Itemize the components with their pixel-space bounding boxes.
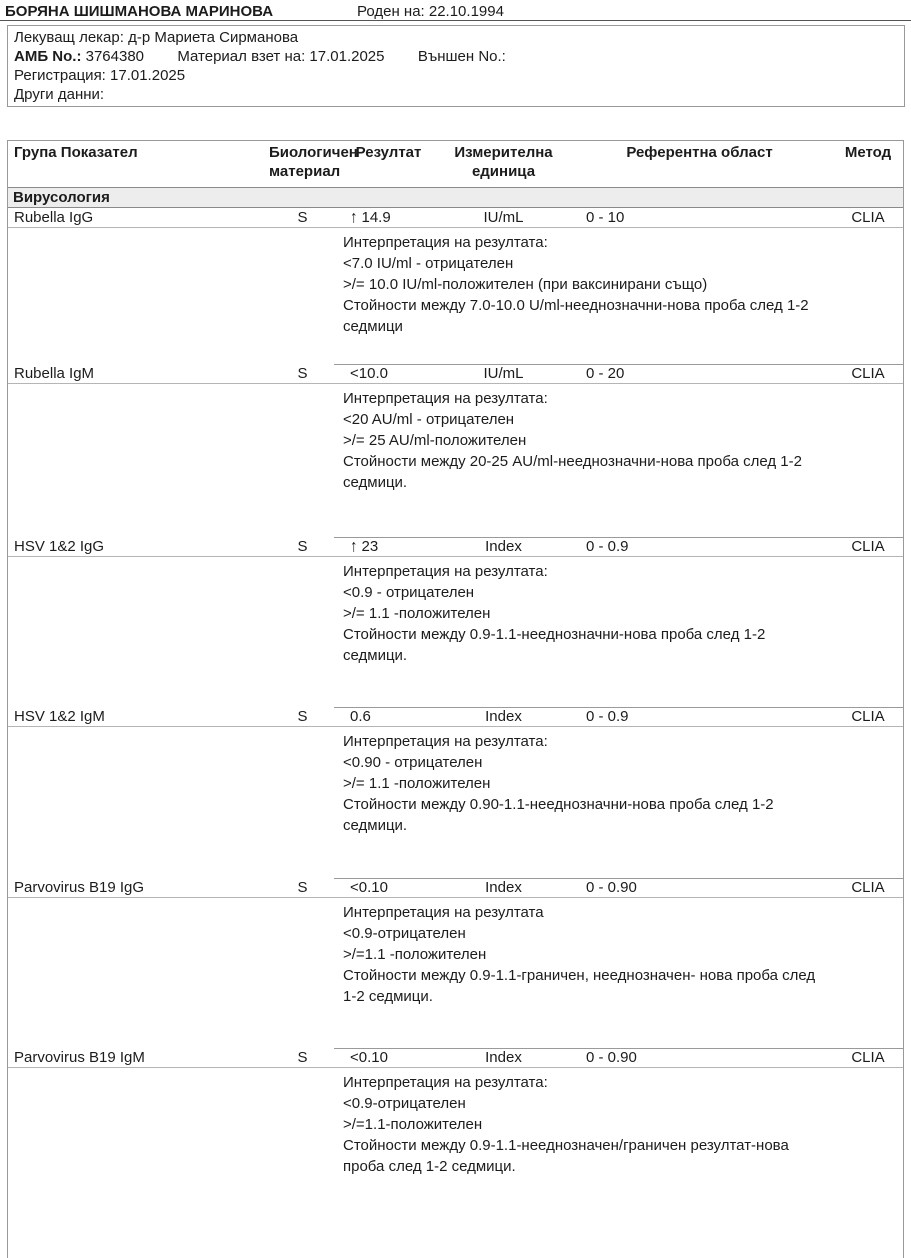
interpretation-line: 1-2 седмици. [343, 988, 433, 1005]
interpretation-line: <20 AU/ml - отрицателен [343, 411, 515, 428]
test-unit: IU/mL [483, 209, 524, 226]
test-material: S [297, 1049, 308, 1066]
test-material: S [297, 708, 308, 725]
test-method: CLIA [851, 209, 885, 226]
interpretation-line: Стойности между 20-25 AU/ml-нееднозначни-нова проба след 1-2 [343, 453, 802, 470]
patient-birthdate: Роден на: 22.10.1994 [357, 3, 504, 20]
test-reference: 0 - 20 [586, 365, 625, 382]
test-result [336, 538, 441, 555]
results-table [7, 140, 904, 1258]
table-row [8, 878, 903, 898]
test-unit: Index [485, 708, 522, 725]
result-value: 0.6 [350, 708, 371, 725]
test-material: S [297, 538, 308, 555]
result-value: 23 [361, 538, 379, 555]
test-material: S [297, 365, 308, 382]
interpretation-line: Стойности между 0.9-1.1-граничен, нееднозначен- нова проба след [343, 967, 816, 984]
interpretation-line: Интерпретация на резултата: [343, 1074, 548, 1091]
result-value: 14.9 [361, 209, 391, 226]
interpretation-block [8, 727, 903, 878]
test-name: HSV 1&2 IgM [14, 708, 105, 725]
result-value: <0.10 [350, 1049, 388, 1066]
test-material: S [297, 879, 308, 896]
registration-date: Регистрация: 17.01.2025 [14, 67, 186, 84]
interpretation-line: <0.9-отрицателен [343, 1095, 466, 1112]
test-name: Parvovirus B19 IgM [14, 1049, 145, 1066]
column-header-method: Метод [844, 144, 892, 161]
interpretation-line: >/=1.1-положителен [343, 1116, 483, 1133]
patient-name: БОРЯНА ШИШМАНОВА МАРИНОВА [5, 3, 274, 20]
test-method: CLIA [851, 538, 885, 555]
test-method: CLIA [851, 879, 885, 896]
result-value: <0.10 [350, 879, 388, 896]
interpretation-block [8, 557, 903, 707]
interpretation-line: <0.90 - отрицателен [343, 754, 483, 771]
interpretation-line: Стойности между 0.90-1.1-нееднозначни-нова проба след 1-2 [343, 796, 774, 813]
column-header-reference: Референтна област [626, 144, 773, 161]
interpretation-line: <7.0 IU/ml - отрицателен [343, 255, 514, 272]
test-name: Rubella IgG [14, 209, 94, 226]
interpretation-block [8, 1068, 903, 1258]
test-unit: IU/mL [483, 365, 524, 382]
column-header-material: Биологичен материал [269, 144, 358, 180]
amb-material-line [14, 47, 898, 66]
test-result [336, 708, 441, 725]
high-value-arrow-icon: ↑ [350, 207, 358, 228]
interpretation-line: Стойности между 0.9-1.1-нееднозначни-нова проба след 1-2 [343, 626, 766, 643]
interpretation-block [8, 384, 903, 537]
interpretation-line: седмици. [343, 817, 408, 834]
interpretation-line: Интерпретация на резултата: [343, 563, 548, 580]
table-header-row [8, 141, 903, 187]
interpretation-line: Интерпретация на резултата [343, 904, 544, 921]
test-reference: 0 - 0.9 [586, 708, 629, 725]
amb-no-value: 3764380 [85, 48, 145, 65]
interpretation-line: <0.9 - отрицателен [343, 584, 475, 601]
test-material: S [297, 209, 308, 226]
test-result [336, 879, 441, 896]
interpretation-line: <0.9-отрицателен [343, 925, 466, 942]
external-no-label: Външен No.: [417, 48, 506, 65]
material-taken-date: Материал взет на: 17.01.2025 [177, 48, 385, 65]
interpretation-line: >/= 1.1 -положителен [343, 605, 491, 622]
interpretation-line: >/= 25 AU/ml-положителен [343, 432, 527, 449]
other-data-label: Други данни: [14, 86, 105, 103]
attending-doctor: Лекуващ лекар: д-р Мариета Сирманова [14, 29, 299, 46]
interpretation-line: Интерпретация на резултата: [343, 733, 548, 750]
result-value: <10.0 [350, 365, 388, 382]
interpretation-line: >/=1.1 -положителен [343, 946, 487, 963]
interpretation-line: Интерпретация на резултата: [343, 390, 548, 407]
amb-no-label: АМБ No.: [14, 48, 82, 65]
test-result [336, 209, 441, 226]
test-reference: 0 - 10 [586, 209, 625, 226]
column-header-group: Група Показател [14, 144, 138, 161]
test-method: CLIA [851, 365, 885, 382]
patient-header [0, 0, 911, 21]
high-value-arrow-icon: ↑ [350, 536, 358, 557]
interpretation-line: седмици [343, 318, 403, 335]
visit-info-box [7, 25, 905, 107]
test-unit: Index [485, 1049, 522, 1066]
interpretation-line: Стойности между 0.9-1.1-нееднозначен/граничен резултат-нова [343, 1137, 789, 1154]
test-unit: Index [485, 879, 522, 896]
test-unit: Index [485, 538, 522, 555]
test-reference: 0 - 0.9 [586, 538, 629, 555]
interpretation-line: Интерпретация на резултата: [343, 234, 548, 251]
test-reference: 0 - 0.90 [586, 1049, 637, 1066]
interpretation-line: седмици. [343, 647, 408, 664]
interpretation-line: седмици. [343, 474, 408, 491]
interpretation-line: >/= 10.0 IU/ml-положителен (при ваксинирани също) [343, 276, 708, 293]
interpretation-block [8, 228, 903, 364]
interpretation-block [8, 898, 903, 1048]
test-reference: 0 - 0.90 [586, 879, 637, 896]
column-header-result: Резултат [355, 144, 422, 161]
interpretation-line: Стойности между 7.0-10.0 U/ml-нееднозначни-нова проба след 1-2 [343, 297, 809, 314]
test-name: Parvovirus B19 IgG [14, 879, 145, 896]
table-row [8, 364, 903, 384]
test-method: CLIA [851, 1049, 885, 1066]
test-result [336, 365, 441, 382]
interpretation-line: проба след 1-2 седмици. [343, 1158, 516, 1175]
test-method: CLIA [851, 708, 885, 725]
table-row [8, 537, 903, 557]
test-result [336, 1049, 441, 1066]
test-name: HSV 1&2 IgG [14, 538, 105, 555]
column-header-unit: Измерителна единица [454, 144, 553, 180]
table-row [8, 1048, 903, 1068]
table-row [8, 707, 903, 727]
section-header-virology: Вирусология [8, 187, 903, 208]
table-row [8, 208, 903, 228]
interpretation-line: >/= 1.1 -положителен [343, 775, 491, 792]
test-name: Rubella IgM [14, 365, 95, 382]
